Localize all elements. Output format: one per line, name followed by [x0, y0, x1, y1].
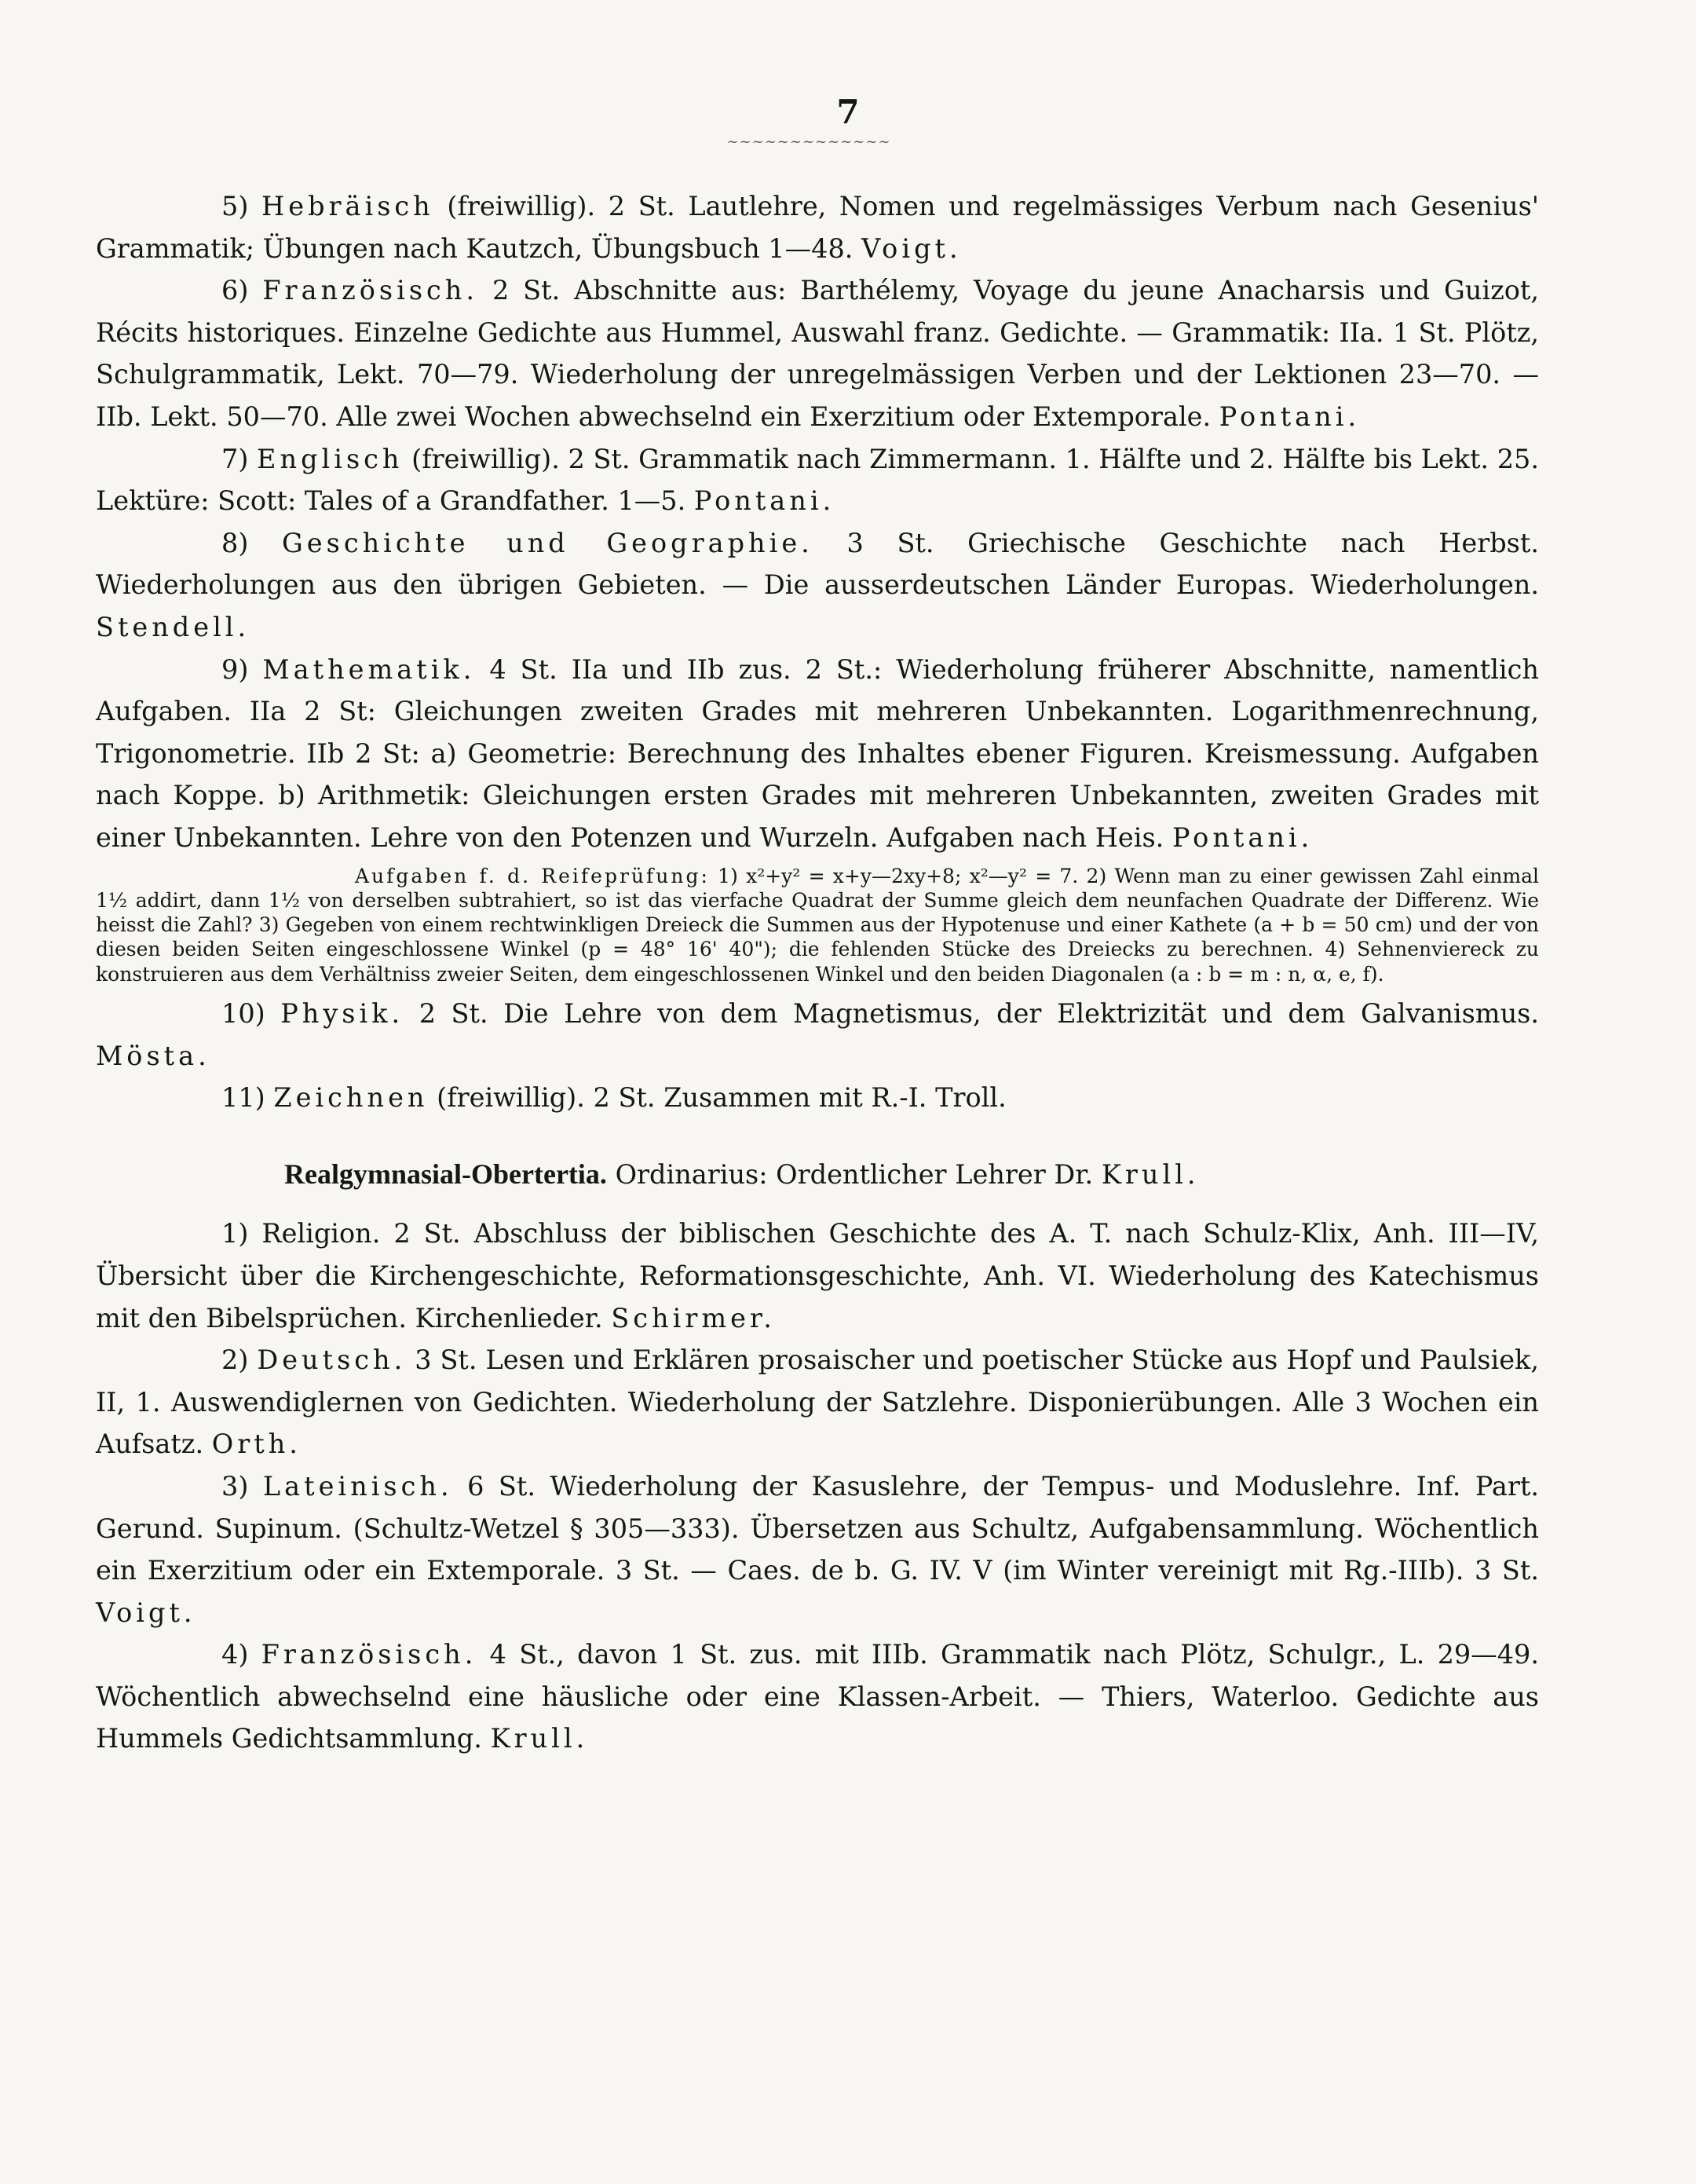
teacher-name: Pontani.	[1219, 401, 1361, 432]
paragraph-zeichnen: 11) Zeichnen (freiwillig). 2 St. Zusammen mit R.-I. Troll.	[221, 1082, 1007, 1114]
teacher-name: Voigt.	[861, 232, 962, 264]
subject-name: Geschichte und Geographie.	[282, 527, 813, 558]
subject-name: Mathematik.	[262, 653, 476, 685]
page-ornament: ~~~~~~~~~~~~~	[726, 134, 891, 150]
teacher-name: Schirmer.	[611, 1302, 776, 1333]
teacher-name: Krull.	[1101, 1158, 1200, 1190]
subject-name: Deutsch.	[257, 1344, 407, 1376]
subject-name: Englisch	[257, 443, 404, 474]
subject-name: Lateinisch.	[262, 1470, 453, 1502]
paragraph-reifepruefung: Aufgaben f. d. Reifeprüfung: 1) x²+y² = x+y—2xy+8; x²—y² = 7. 2) Wenn man zu einer gewissen Zahl einmal 1½ addirt, dann 1½ von derselben subtrahiert, so ist das vierfache Quadrat der Summe gleich dem neunfachen Quadrate der Differenz. Wie heisst die Zahl? 3) Gegeben von einem rechtwinkligen Dreieck die Summen aus der Hypotenuse und einer Kathete (a + b = 50 cm) und der von diesen beiden Seiten eingeschlossene Winkel (p = 48° 16' 40"); die fehlenden Stücke des Dreiecks zu berechnen. 4) Sehnenviereck zu konstruieren aus dem Verhältniss zweier Seiten, dem eingeschlossenen Winkel und den beiden Diagonalen (a : b = m : n, α, e, f).	[96, 864, 1539, 986]
teacher-name: Mösta.	[96, 1040, 210, 1071]
subject-name: Physik.	[280, 997, 404, 1029]
paragraph-franzoesisch: 6) Französisch. 2 St. Abschnitte aus: Barthélemy, Voyage du jeune Anacharsis und Guizot, Récits historiques. Einzelne Gedichte aus Hummel, Auswahl franz. Gedichte. — Grammatik: IIa. 1 St. Plötz, Schulgrammatik, Lekt. 70—79. Wiederholung der unregelmässigen Verben und der Lektionen 23—70. — IIb. Lekt. 50—70. Alle zwei Wochen abwechselnd ein Exerzitium oder Extemporale. Pontani.	[96, 275, 1539, 432]
section-title: Realgymnasial-Obertertia.	[284, 1158, 607, 1190]
page-number: 7	[836, 93, 860, 131]
paragraph-franzoesisch-2: 4) Französisch. 4 St., davon 1 St. zus. mit IIIb. Grammatik nach Plötz, Schulgr., L. 29—49. Wöchentlich abwechselnd eine häusliche oder eine Klassen-Arbeit. — Thiers, Waterloo. Gedichte aus Hummels Gedichtsammlung. Krull.	[96, 1639, 1539, 1754]
section-ordinarius: Ordinarius: Ordentlicher Lehrer Dr.	[615, 1158, 1094, 1190]
subject-name: Hebräisch	[261, 191, 434, 221]
section-heading	[96, 1154, 1539, 1196]
paragraph-hebraeisch: 5) Hebräisch (freiwillig). 2 St. Lautlehre, Nomen und regelmässiges Verbum nach Gesenius' Grammatik; Übungen nach Kautzch, Übungsbuch 1—48. Voigt.	[96, 191, 1540, 264]
paragraph-religion: 1) Religion. 2 St. Abschluss der biblischen Geschichte des A. T. nach Schulz-Klix, Anh. III—IV, Übersicht über die Kirchengeschichte, Reformationsgeschichte, Anh. VI. Wiederholung des Katechismus mit den Bibelsprüchen. Kirchenlieder. Schirmer.	[96, 1218, 1540, 1333]
teacher-name: Pontani.	[693, 485, 835, 517]
document-body	[96, 185, 1539, 1760]
subject-name: Französisch.	[262, 275, 479, 306]
reife-label: Aufgaben f. d. Reifeprüfung:	[355, 864, 710, 887]
teacher-name: Orth.	[211, 1429, 302, 1460]
teacher-name: Krull.	[490, 1723, 589, 1754]
subject-name: Religion.	[261, 1218, 381, 1249]
paragraph-deutsch: 2) Deutsch. 3 St. Lesen und Erklären prosaischer und poetischer Stücke aus Hopf und Paulsiek, II, 1. Auswendiglernen von Gedichten. Wiederholung der Satzlehre. Disponierübungen. Alle 3 Wochen ein Aufsatz. Orth.	[96, 1344, 1539, 1460]
paragraph-physik: 10) Physik. 2 St. Die Lehre von dem Magnetismus, der Elektrizität und dem Galvanismus. Mösta.	[96, 997, 1539, 1071]
teacher-name: Pontani.	[1171, 821, 1314, 853]
paragraph-mathematik: 9) Mathematik. 4 St. IIa und IIb zus. 2 St.: Wiederholung früherer Abschnitte, namentlich Aufgaben. IIa 2 St: Gleichungen zweiten Grades mit mehreren Unbekannten. Logarithmenrechnung, Trigonometrie. IIb 2 St: a) Geometrie: Berechnung des Inhaltes ebener Figuren. Kreismessung. Aufgaben nach Koppe. b) Arithmetik: Gleichungen ersten Grades mit mehreren Unbekannten, zweiten Grades mit einer Unbekannten. Lehre von den Potenzen und Wurzeln. Aufgaben nach Heis. Pontani.	[96, 653, 1539, 853]
teacher-name: Voigt.	[96, 1597, 196, 1628]
subject-name: Zeichnen	[273, 1082, 429, 1114]
paragraph-englisch: 7) Englisch (freiwillig). 2 St. Grammatik nach Zimmermann. 1. Hälfte und 2. Hälfte bis Lekt. 25. Lektüre: Scott: Tales of a Grandfather. 1—5. Pontani.	[96, 443, 1539, 517]
paragraph-geschichte: 8) Geschichte und Geographie. 3 St. Griechische Geschichte nach Herbst. Wiederholungen aus den übrigen Gebieten. — Die ausserdeutschen Länder Europas. Wiederholungen. Stendell.	[96, 527, 1539, 642]
paragraph-lateinisch: 3) Lateinisch. 6 St. Wiederholung der Kasuslehre, der Tempus- und Moduslehre. Inf. Part. Gerund. Supinum. (Schultz-Wetzel § 305—333). Übersetzen aus Schultz, Aufgabensammlung. Wöchentlich ein Exerzitium oder ein Extemporale. 3 St. — Caes. de b. G. IV. V (im Winter vereinigt mit Rg.-IIIb). 3 St. Voigt.	[96, 1470, 1539, 1628]
teacher-name: Stendell.	[96, 611, 250, 642]
teacher-name: Troll.	[935, 1082, 1007, 1114]
subject-name: Französisch.	[261, 1639, 477, 1670]
